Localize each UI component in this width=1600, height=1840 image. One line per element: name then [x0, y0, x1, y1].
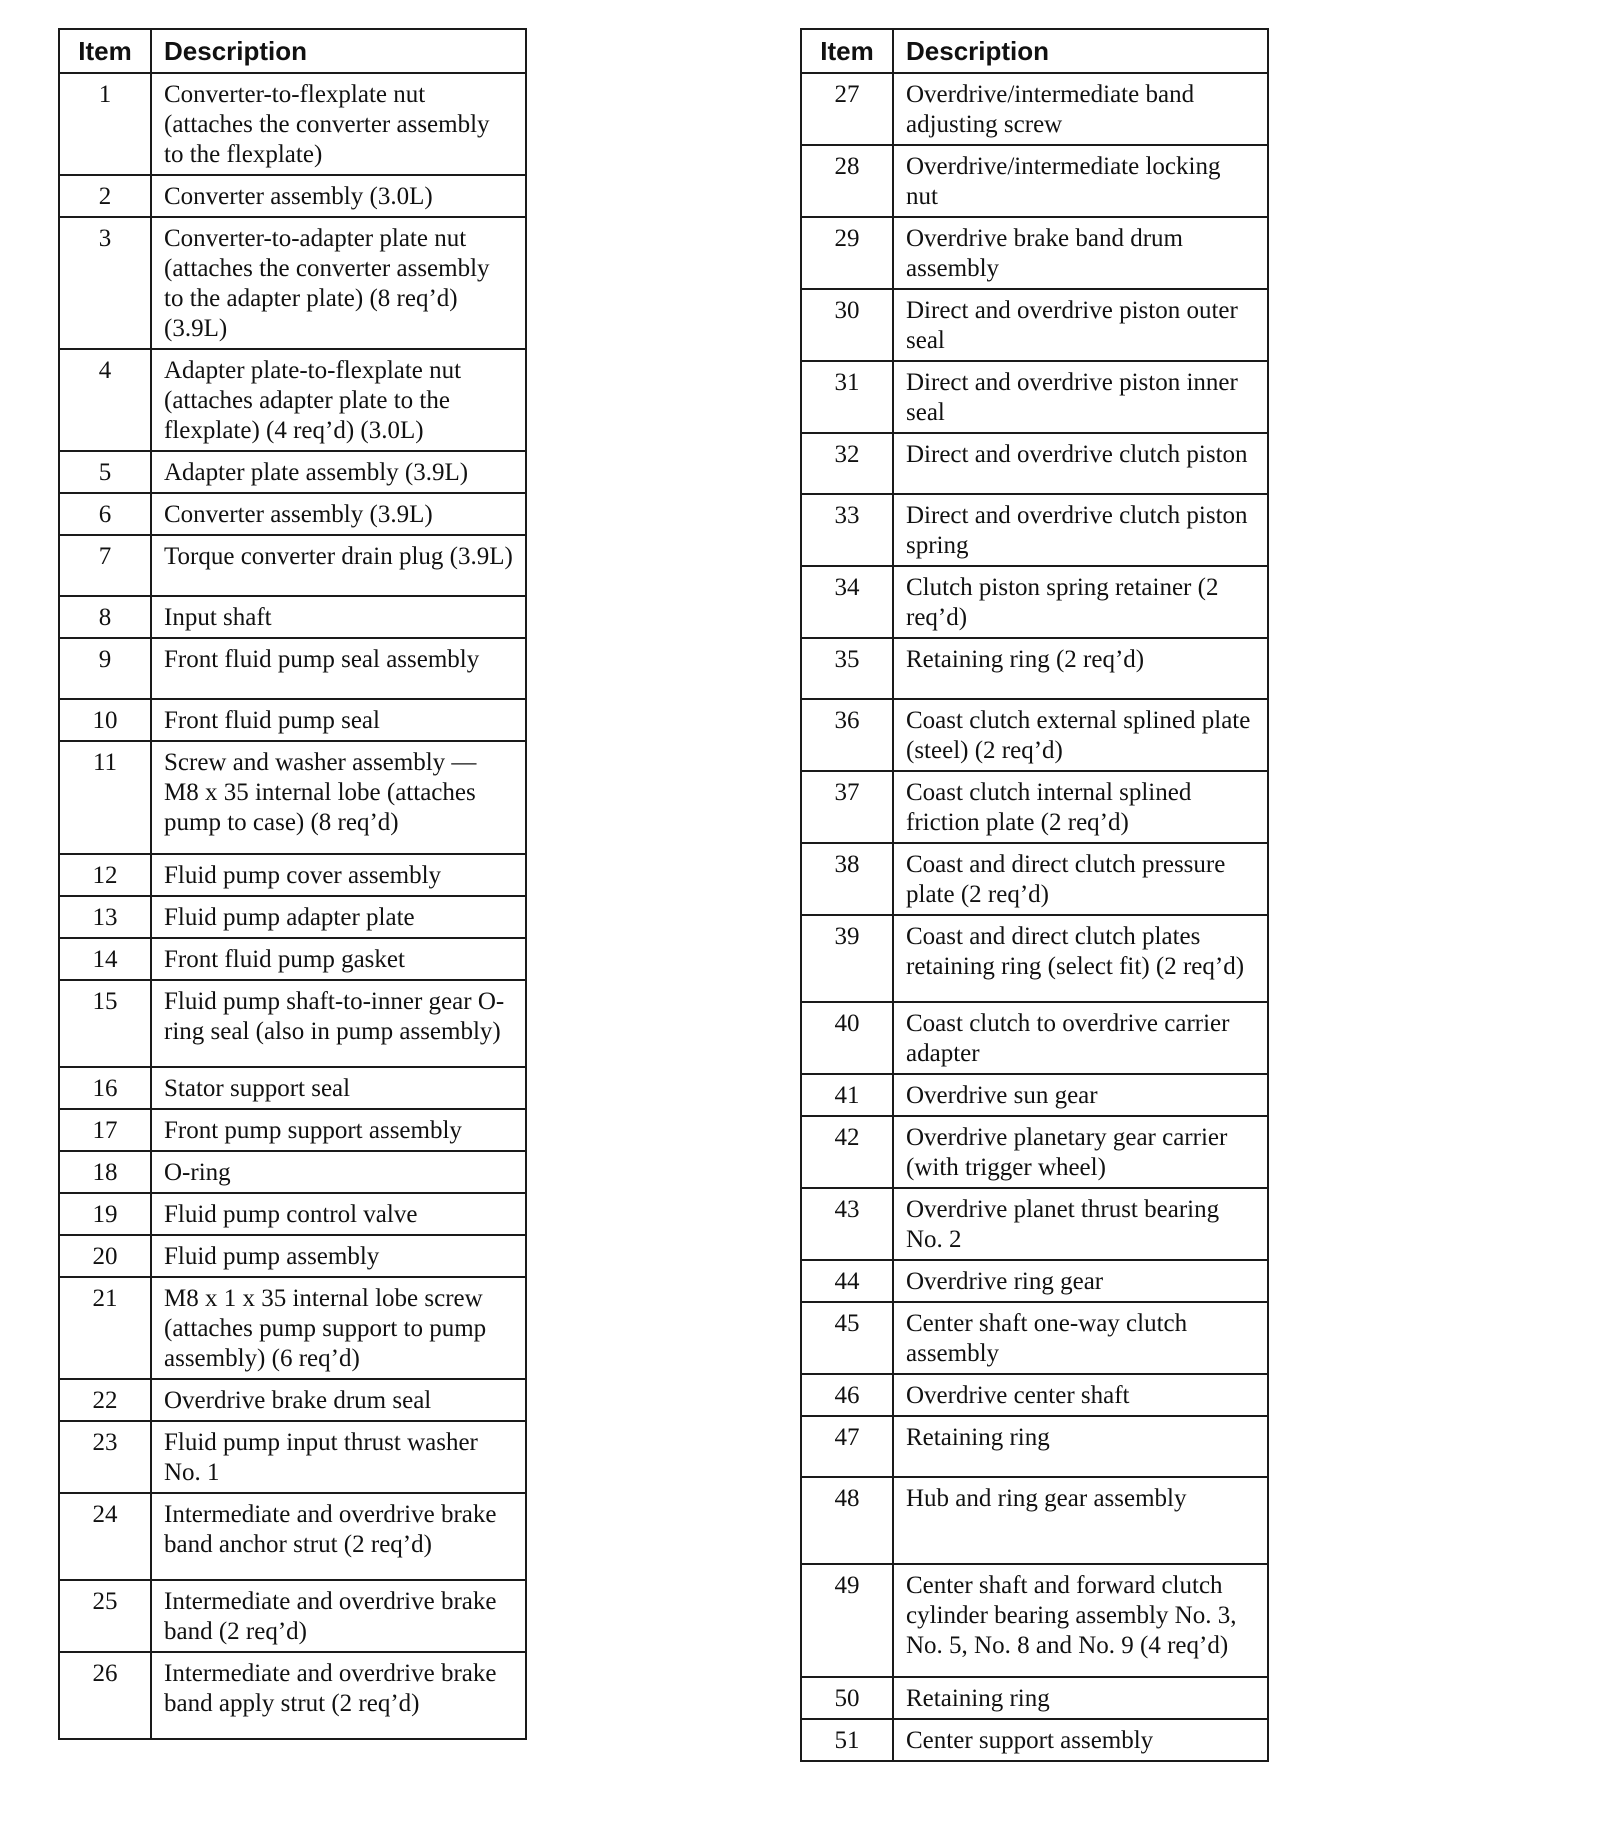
item-description: Front fluid pump seal assembly	[151, 638, 526, 699]
table-row	[801, 566, 1268, 638]
table-row	[59, 175, 526, 217]
parts-table-left-body	[59, 73, 526, 1739]
item-description: Retaining ring (2 req’d)	[893, 638, 1268, 699]
item-description: Converter assembly (3.0L)	[151, 175, 526, 217]
item-number: 15	[59, 980, 151, 1067]
item-number: 37	[801, 771, 893, 843]
item-number: 51	[801, 1719, 893, 1761]
item-description: Center shaft one-way clutch assembly	[893, 1302, 1268, 1374]
table-row	[801, 1260, 1268, 1302]
item-description: Converter-to-flexplate nut (attaches the converter assembly to the flexplate)	[151, 73, 526, 175]
item-number: 22	[59, 1379, 151, 1421]
item-description: M8 x 1 x 35 internal lobe screw (attaches pump support to pump assembly) (6 req’d)	[151, 1277, 526, 1379]
table-row	[801, 1677, 1268, 1719]
table-row	[801, 638, 1268, 699]
item-description: Front fluid pump seal	[151, 699, 526, 741]
item-number: 24	[59, 1493, 151, 1580]
table-row	[801, 1116, 1268, 1188]
table-row	[59, 980, 526, 1067]
table-row	[801, 217, 1268, 289]
table-row	[59, 535, 526, 596]
description-column-header: Description	[151, 29, 526, 73]
table-row	[59, 1421, 526, 1493]
parts-table-left	[58, 28, 527, 1740]
table-row	[801, 699, 1268, 771]
item-description: Overdrive brake band drum assembly	[893, 217, 1268, 289]
item-number: 3	[59, 217, 151, 349]
item-description: Converter-to-adapter plate nut (attaches the converter assembly to the adapter plate) (8 req’d) (3.9L)	[151, 217, 526, 349]
table-row	[59, 1277, 526, 1379]
item-number: 44	[801, 1260, 893, 1302]
item-number: 28	[801, 145, 893, 217]
item-description: Hub and ring gear assembly	[893, 1477, 1268, 1564]
item-number: 38	[801, 843, 893, 915]
item-number: 8	[59, 596, 151, 638]
item-number: 47	[801, 1416, 893, 1477]
item-description: Direct and overdrive clutch piston spring	[893, 494, 1268, 566]
item-description: Retaining ring	[893, 1677, 1268, 1719]
item-description: Center support assembly	[893, 1719, 1268, 1761]
item-description: Overdrive/intermediate band adjusting screw	[893, 73, 1268, 145]
item-number: 41	[801, 1074, 893, 1116]
table-row	[801, 145, 1268, 217]
item-description: Fluid pump assembly	[151, 1235, 526, 1277]
item-description: Direct and overdrive piston inner seal	[893, 361, 1268, 433]
item-description: Overdrive sun gear	[893, 1074, 1268, 1116]
item-column-header: Item	[801, 29, 893, 73]
item-number: 49	[801, 1564, 893, 1677]
item-number: 11	[59, 741, 151, 854]
item-description: Intermediate and overdrive brake band anchor strut (2 req’d)	[151, 1493, 526, 1580]
table-row	[801, 843, 1268, 915]
item-description: Overdrive brake drum seal	[151, 1379, 526, 1421]
item-description: Coast and direct clutch plates retaining ring (select fit) (2 req’d)	[893, 915, 1268, 1002]
item-description: Front fluid pump gasket	[151, 938, 526, 980]
item-description: Adapter plate assembly (3.9L)	[151, 451, 526, 493]
item-number: 42	[801, 1116, 893, 1188]
item-description: O-ring	[151, 1151, 526, 1193]
item-number: 31	[801, 361, 893, 433]
item-number: 2	[59, 175, 151, 217]
table-row	[59, 349, 526, 451]
item-number: 39	[801, 915, 893, 1002]
item-number: 21	[59, 1277, 151, 1379]
item-description: Fluid pump adapter plate	[151, 896, 526, 938]
table-row	[59, 938, 526, 980]
table-row	[59, 1193, 526, 1235]
item-number: 16	[59, 1067, 151, 1109]
item-description: Intermediate and overdrive brake band apply strut (2 req’d)	[151, 1652, 526, 1739]
table-row	[801, 1416, 1268, 1477]
item-description: Fluid pump control valve	[151, 1193, 526, 1235]
table-row	[801, 1719, 1268, 1761]
table-row	[801, 771, 1268, 843]
item-description: Coast clutch to overdrive carrier adapter	[893, 1002, 1268, 1074]
item-description: Input shaft	[151, 596, 526, 638]
item-column-header: Item	[59, 29, 151, 73]
table-row	[801, 73, 1268, 145]
description-column-header: Description	[893, 29, 1268, 73]
item-description: Center shaft and forward clutch cylinder bearing assembly No. 3, No. 5, No. 8 and No. 9 (4 req’d)	[893, 1564, 1268, 1677]
table-row	[801, 1002, 1268, 1074]
table-row	[59, 1652, 526, 1739]
table-row	[801, 1564, 1268, 1677]
table-row	[59, 1235, 526, 1277]
item-number: 25	[59, 1580, 151, 1652]
item-description: Fluid pump input thrust washer No. 1	[151, 1421, 526, 1493]
table-row	[59, 1493, 526, 1580]
item-number: 40	[801, 1002, 893, 1074]
table-row	[59, 1379, 526, 1421]
item-number: 20	[59, 1235, 151, 1277]
table-row	[801, 1188, 1268, 1260]
table-row	[59, 1580, 526, 1652]
item-number: 19	[59, 1193, 151, 1235]
item-number: 45	[801, 1302, 893, 1374]
item-number: 7	[59, 535, 151, 596]
table-row	[59, 1151, 526, 1193]
item-number: 36	[801, 699, 893, 771]
parts-table-right-body	[801, 73, 1268, 1761]
table-row	[801, 433, 1268, 494]
header-row	[59, 29, 526, 73]
item-number: 30	[801, 289, 893, 361]
item-description: Intermediate and overdrive brake band (2 req’d)	[151, 1580, 526, 1652]
table-row	[59, 1067, 526, 1109]
item-description: Overdrive center shaft	[893, 1374, 1268, 1416]
item-number: 14	[59, 938, 151, 980]
table-row	[59, 451, 526, 493]
item-number: 9	[59, 638, 151, 699]
item-description: Fluid pump cover assembly	[151, 854, 526, 896]
item-number: 32	[801, 433, 893, 494]
item-description: Overdrive planet thrust bearing No. 2	[893, 1188, 1268, 1260]
item-description: Coast and direct clutch pressure plate (2 req’d)	[893, 843, 1268, 915]
item-number: 48	[801, 1477, 893, 1564]
table-row	[59, 493, 526, 535]
table-row	[801, 361, 1268, 433]
table-row	[59, 699, 526, 741]
item-number: 50	[801, 1677, 893, 1719]
item-description: Overdrive ring gear	[893, 1260, 1268, 1302]
table-row	[59, 638, 526, 699]
item-description: Direct and overdrive clutch piston	[893, 433, 1268, 494]
item-description: Clutch piston spring retainer (2 req’d)	[893, 566, 1268, 638]
item-description: Stator support seal	[151, 1067, 526, 1109]
header-row	[801, 29, 1268, 73]
item-description: Direct and overdrive piston outer seal	[893, 289, 1268, 361]
parts-table-right	[800, 28, 1269, 1762]
item-description: Overdrive/intermediate locking nut	[893, 145, 1268, 217]
item-number: 35	[801, 638, 893, 699]
item-number: 23	[59, 1421, 151, 1493]
item-number: 5	[59, 451, 151, 493]
table-row	[801, 1074, 1268, 1116]
table-row	[59, 1109, 526, 1151]
item-description: Front pump support assembly	[151, 1109, 526, 1151]
table-row	[59, 896, 526, 938]
item-number: 17	[59, 1109, 151, 1151]
item-number: 6	[59, 493, 151, 535]
item-number: 12	[59, 854, 151, 896]
item-number: 26	[59, 1652, 151, 1739]
item-description: Retaining ring	[893, 1416, 1268, 1477]
table-row	[59, 73, 526, 175]
item-description: Torque converter drain plug (3.9L)	[151, 535, 526, 596]
item-number: 33	[801, 494, 893, 566]
item-number: 46	[801, 1374, 893, 1416]
item-number: 13	[59, 896, 151, 938]
table-row	[801, 289, 1268, 361]
table-row	[801, 1374, 1268, 1416]
item-number: 10	[59, 699, 151, 741]
item-number: 1	[59, 73, 151, 175]
item-number: 18	[59, 1151, 151, 1193]
item-description: Fluid pump shaft-to-inner gear O-ring seal (also in pump assembly)	[151, 980, 526, 1067]
table-row	[59, 596, 526, 638]
item-description: Adapter plate-to-flexplate nut (attaches adapter plate to the flexplate) (4 req’d) (3.0L)	[151, 349, 526, 451]
item-number: 27	[801, 73, 893, 145]
item-description: Coast clutch internal splined friction plate (2 req’d)	[893, 771, 1268, 843]
table-row	[59, 854, 526, 896]
item-description: Overdrive planetary gear carrier (with trigger wheel)	[893, 1116, 1268, 1188]
item-number: 34	[801, 566, 893, 638]
item-number: 4	[59, 349, 151, 451]
table-row	[59, 217, 526, 349]
item-number: 29	[801, 217, 893, 289]
table-row	[801, 915, 1268, 1002]
table-row	[801, 1477, 1268, 1564]
table-row	[801, 1302, 1268, 1374]
item-number: 43	[801, 1188, 893, 1260]
item-description: Screw and washer assembly — M8 x 35 internal lobe (attaches pump to case) (8 req’d)	[151, 741, 526, 854]
table-row	[801, 494, 1268, 566]
item-description: Converter assembly (3.9L)	[151, 493, 526, 535]
item-description: Coast clutch external splined plate (steel) (2 req’d)	[893, 699, 1268, 771]
table-row	[59, 741, 526, 854]
